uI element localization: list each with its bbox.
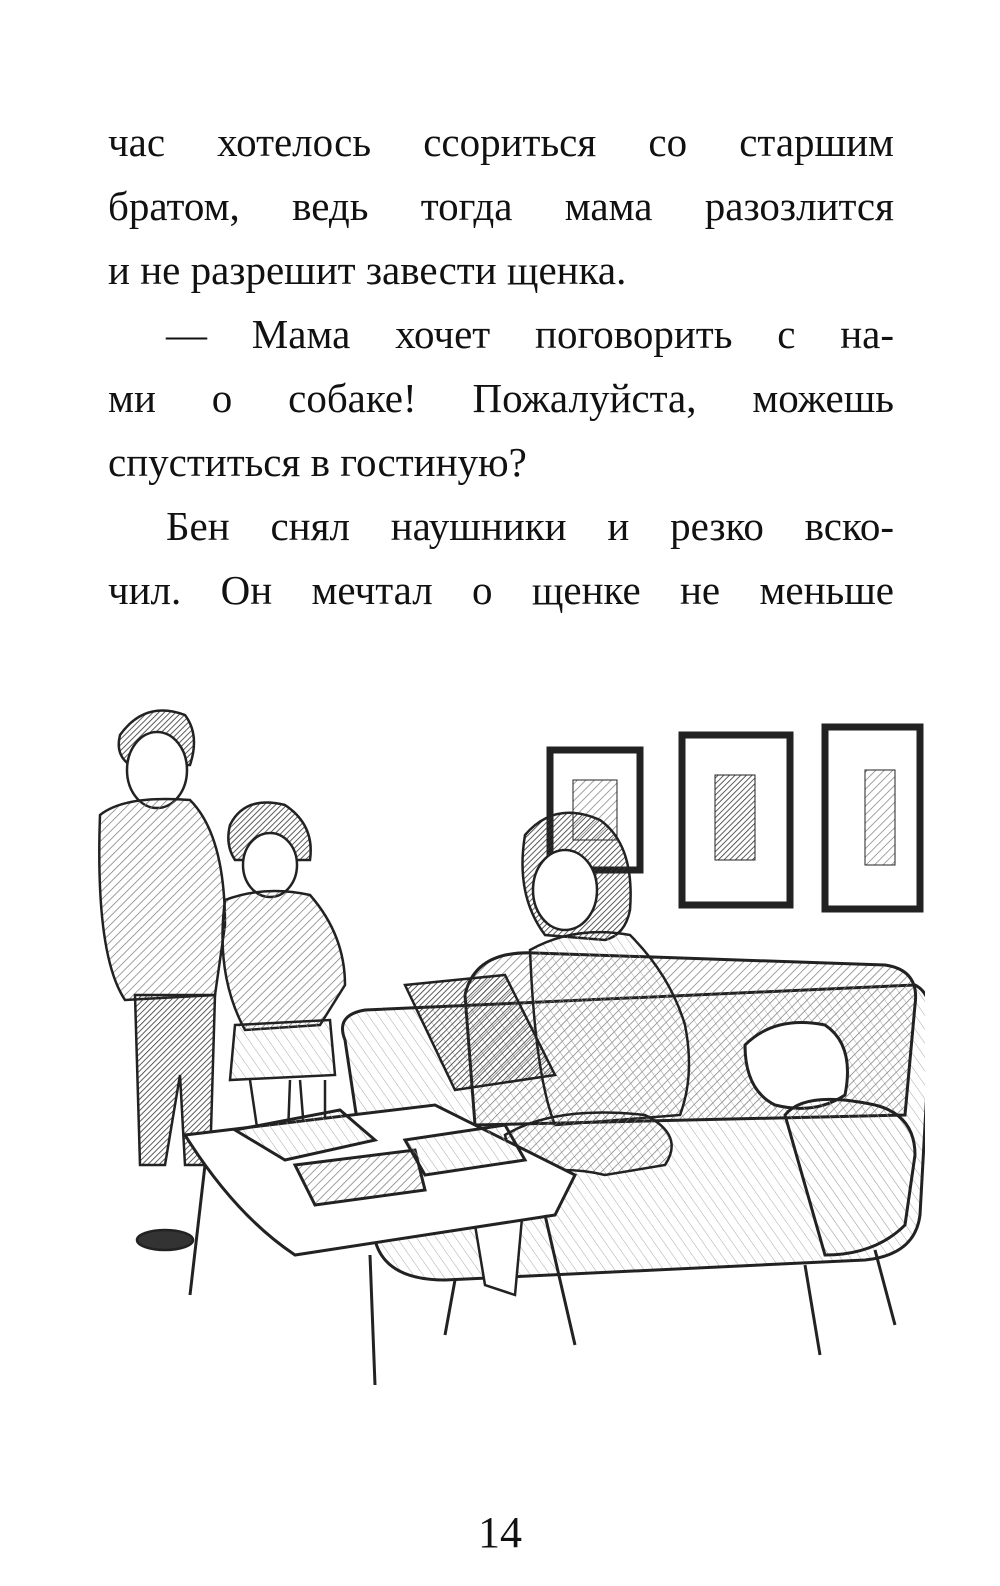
body-text — [108, 110, 894, 622]
page-number: 14 — [478, 1508, 522, 1557]
living-room-illustration — [85, 695, 925, 1395]
text-line: спуститься в гостиную? — [108, 439, 527, 485]
text-line: — Мама хочет поговорить с на- — [166, 311, 894, 357]
text-line: ми о собаке! Пожалуйста, можешь — [108, 375, 894, 421]
text-line: Бен снял наушники и резко вско- — [166, 503, 894, 549]
boy-figure — [99, 711, 225, 1251]
text-line: братом, ведь тогда мама разозлится — [108, 183, 894, 229]
text-line: час хотелось ссориться со старшим — [108, 119, 894, 165]
text-line: и не разрешит завести щенка. — [108, 247, 627, 293]
text-line: чил. Он мечтал о щенке не меньше — [108, 567, 894, 613]
